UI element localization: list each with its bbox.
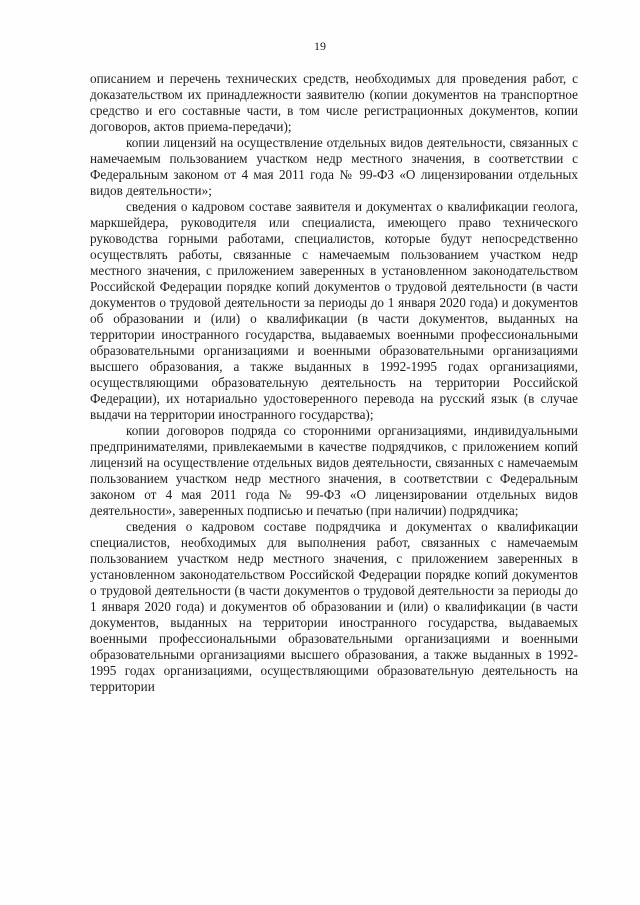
page-number: 19	[314, 39, 326, 53]
paragraph-equipment-list: описанием и перечень технических средств, необходимых для проведения работ, с доказательством их принадлежности заявителю (копии документов на транспортное средство и его составные части, в том числе регистрационных документов, копии договоров, актов приема-передачи);	[90, 71, 578, 134]
paragraph-applicant-staff: сведения о кадровом составе заявителя и документах о квалификации геолога, маркшейдера, руководителя или специалиста, имеющего право технического руководства горными работами, специалистов, которые будут непосредственно осуществлять работы, связанные с намечаемым пользованием участком недр местного значения, с приложением заверенных в установленном законодательством Российской Федерации порядке копий документов о трудовой деятельности (в части документов о трудовой деятельности за периоды до 1 января 2020 года) и документов об образовании и (или) о квалификации (в части документов, выданных на территории иностранного государства, выдаваемых военными профессиональными образовательными организациями и военными образовательными организациями высшего образования, а также выданных в 1992-1995 годах организациями, осуществляющими образовательную деятельность на территории Российской Федерации), их нотариально удостоверенного перевода на русский язык (в случае выдачи на территории иностранного государства);	[90, 199, 578, 422]
document-body	[90, 71, 578, 695]
paragraph-license-copies: копии лицензий на осуществление отдельных видов деятельности, связанных с намечаемым пользованием участком недр местного значения, в соответствии с Федеральным законом от 4 мая 2011 года № 99-ФЗ «О лицензировании отдельных видов деятельности»;	[90, 135, 578, 198]
paragraph-contractor-staff: сведения о кадровом составе подрядчика и документах о квалификации специалистов, необходимых для выполнения работ, связанных с намечаемым пользованием участком недр местного значения, с приложением заверенных в установленном законодательством Российской Федерации порядке копий документов о трудовой деятельности (в части документов о трудовой деятельности за периоды до 1 января 2020 года) и документов об образовании и (или) о квалификации (в части документов, выданных на территории иностранного государства, выдаваемых военными профессиональными образовательными организациями и военными образовательными организациями высшего образования, а также выданных в 1992-1995 годах организациями, осуществляющими образовательную деятельность на территории	[90, 519, 578, 694]
paragraph-contract-copies: копии договоров подряда со сторонними организациями, индивидуальными предпринимателями, привлекаемыми в качестве подрядчиков, с приложением копий лицензий на осуществление отдельных видов деятельности, связанных с намечаемым пользованием участком недр местного значения, в соответствии с Федеральным законом от 4 мая 2011 года № 99-ФЗ «О лицензировании отдельных видов деятельности», заверенных подписью и печатью (при наличии) подрядчика;	[90, 423, 578, 518]
